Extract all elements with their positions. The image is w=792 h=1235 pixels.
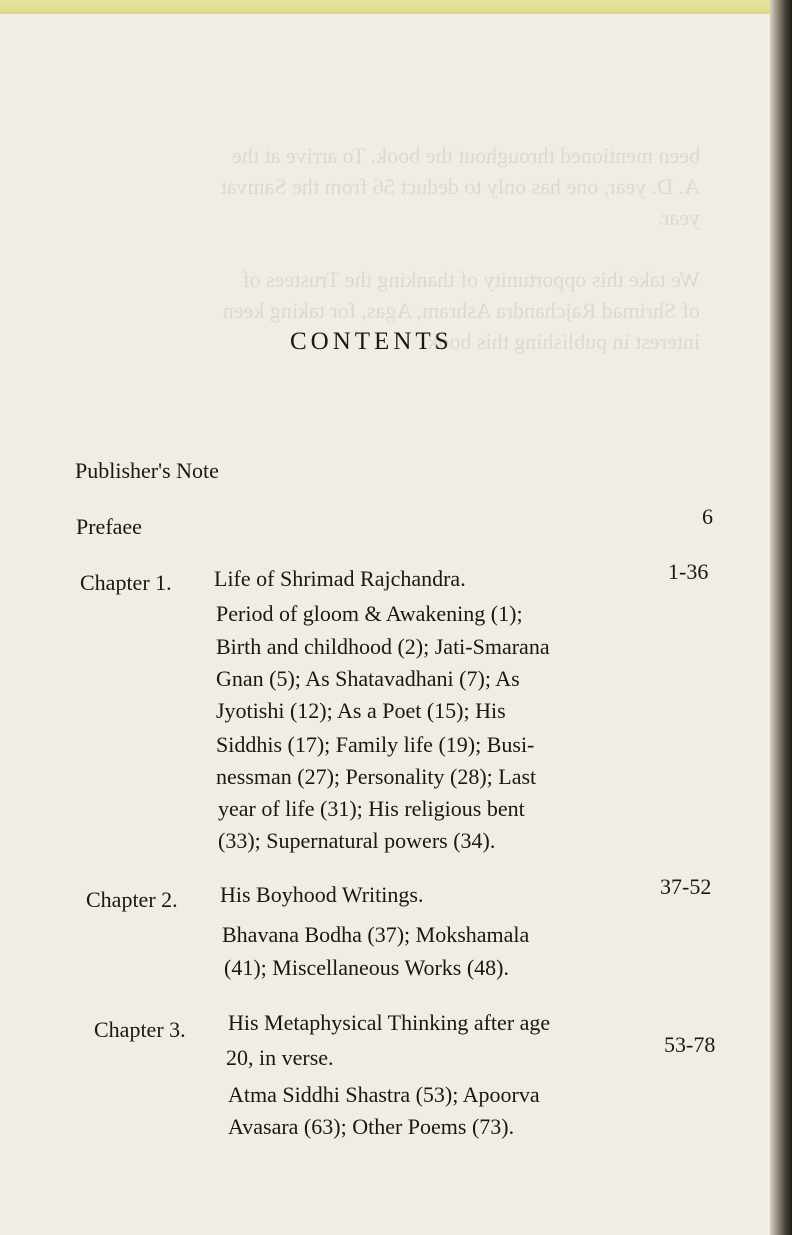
show-through-text: been mentioned throughout the book. To arrive at the A. D. year, one has only to deduct 56 from the Samvat year. We take this opportunity of thanking the Trustees of of Shrimad Rajchandra Ashram, Agas, for taking keen interest in publishing this book.: [220, 143, 700, 354]
chapter-3-subtopics: Atma Siddhi Shastra (53); Apoorva: [228, 1082, 540, 1107]
chapter-3-subtopics: Avasara (63); Other Poems (73).: [228, 1114, 515, 1139]
book-binding-edge: [770, 0, 792, 1235]
chapter-1-subtopics: Gnan (5); As Shatavadhani (7); As: [216, 666, 520, 691]
chapter-1-title: Life of Shrimad Rajchandra.: [214, 566, 466, 591]
chapter-2-label: Chapter 2.: [86, 887, 178, 912]
chapter-1-subtopics: Period of gloom & Awakening (1);: [216, 601, 523, 626]
chapter-1-subtopics: Birth and childhood (2); Jati-Smarana: [216, 634, 550, 659]
page-top-edge: [0, 0, 772, 14]
toc-page-preface: 6: [702, 504, 713, 529]
chapter-1-subtopics: nessman (27); Personality (28); Last: [216, 764, 537, 789]
chapter-2-subtopics: (41); Miscellaneous Works (48).: [224, 955, 509, 980]
chapter-1-subtopics: year of life (31); His religious bent: [218, 796, 525, 821]
chapter-2-subtopics: Bhavana Bodha (37); Mokshamala: [222, 922, 530, 947]
contents-heading: CONTENTS: [290, 328, 453, 355]
chapter-2-pages: 37-52: [660, 874, 712, 899]
chapter-3-title-continued: 20, in verse.: [226, 1045, 334, 1070]
chapter-2-title: His Boyhood Writings.: [220, 882, 424, 907]
chapter-3-pages: 53-78: [664, 1032, 716, 1057]
chapter-1-subtopics: (33); Supernatural powers (34).: [218, 828, 496, 853]
chapter-1-subtopics: Siddhis (17); Family life (19); Busi-: [216, 732, 535, 757]
chapter-3-label: Chapter 3.: [94, 1017, 186, 1042]
chapter-3-title: His Metaphysical Thinking after age: [228, 1010, 551, 1035]
chapter-1-label: Chapter 1.: [80, 570, 172, 595]
chapter-1-pages: 1-36: [668, 559, 709, 584]
chapter-1-subtopics: Jyotishi (12); As a Poet (15); His: [216, 698, 506, 723]
toc-entry-preface: Prefaee: [76, 514, 142, 539]
toc-entry-publishers-note: Publisher's Note: [75, 458, 219, 483]
